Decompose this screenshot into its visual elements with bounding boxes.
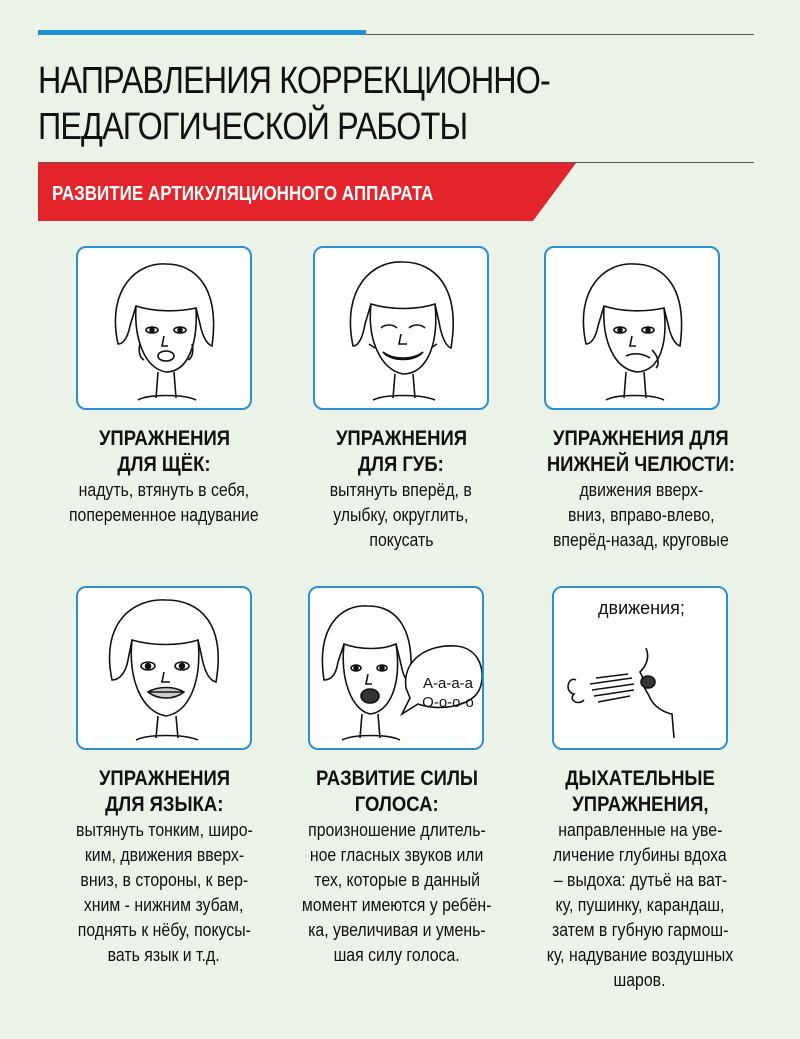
card-lips-illustration — [313, 246, 489, 410]
header-rule — [366, 34, 754, 35]
child-face-tongue-out-icon — [78, 588, 250, 748]
section-banner-label: РАЗВИТИЕ АРТИКУЛЯЦИОННОГО АППАРАТА — [52, 183, 434, 205]
caption-jaw: УПРАЖНЕНИЯ ДЛЯ НИЖНЕЙ ЧЕЛЮСТИ: движения вверх- вниз, вправо-влево, вперёд-назад, круговые — [546, 427, 736, 550]
card-tongue-illustration — [76, 586, 252, 750]
card-jaw-illustration — [544, 246, 720, 410]
card-breathing-illustration — [552, 586, 728, 750]
header-accent-bar — [38, 30, 366, 35]
child-face-smiling-lips-icon — [315, 248, 487, 408]
caption-tongue: УПРАЖНЕНИЯ ДЛЯ ЯЗЫКА: вытянуть тонким, широ- ким, движения вверх- вниз, в стороны, к вер- хним - нижним зубам, поднять к нёбу, покусы- вать язык и т.д. — [75, 767, 253, 965]
caption-breathing: ДЫХАТЕЛЬНЫЕ УПРАЖНЕНИЯ, направленные на уве- личение глубины вдоха – выдоха: дутьё на ват- ку, пушинку, карандаш, затем в губную гармош- ку, надувание воздушных шаров. — [546, 767, 734, 990]
card-inside-text: движения; — [598, 598, 685, 618]
caption-lips: УПРАЖНЕНИЯ ДЛЯ ГУБ: вытянуть вперёд, в улыбку, округлить, покусать — [329, 427, 473, 550]
child-face-jaw-shift-icon — [546, 248, 718, 408]
caption-cheeks: УПРАЖНЕНИЯ ДЛЯ ЩЁК: надуть, втянуть в себя, попеременное надувание — [69, 427, 259, 525]
caption-voice: РАЗВИТИЕ СИЛЫ ГОЛОСА: произношение длитель- ное гласных звуков или тех, которые в данный момент имеются у ребён- ка, увеличивая и умень- шая силу голоса. — [302, 767, 492, 965]
title-rule — [38, 162, 754, 163]
card-voice-illustration — [308, 586, 484, 750]
child-face-singing-icon — [310, 588, 482, 748]
card-cheeks-illustration — [76, 246, 252, 410]
page-title: НАПРАВЛЕНИЯ КОРРЕКЦИОННО- ПЕДАГОГИЧЕСКОЙ РАБОТЫ — [38, 60, 550, 148]
child-face-cheeks-puffed-icon — [78, 248, 250, 408]
speech-bubble-text: А-а-а-а О-о-о-о — [422, 675, 474, 711]
